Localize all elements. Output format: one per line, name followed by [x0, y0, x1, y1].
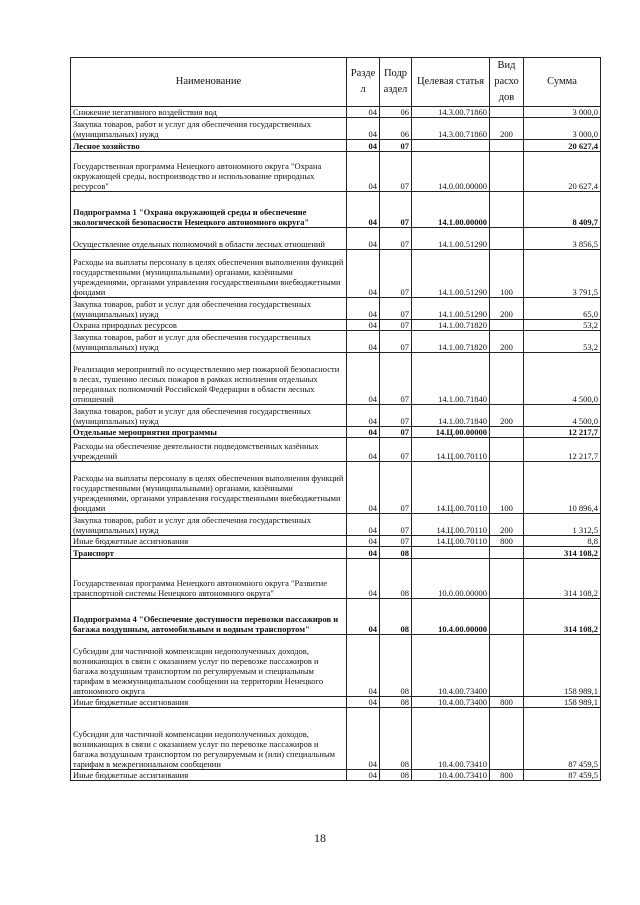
cell-type: [490, 228, 524, 250]
cell-target: [412, 547, 490, 559]
cell-subsection: 07: [380, 192, 412, 228]
table-row: [71, 152, 601, 192]
cell-type: [490, 107, 524, 118]
cell-target: 10.0.00.00000: [412, 559, 490, 599]
cell-type: [490, 708, 524, 770]
cell-type: [490, 438, 524, 462]
cell-name: Субсидии для частичной компенсации недополученных доходов, возникающих в связи с оказанием услуг по перевозке пассажиров и багажа воздушным транспортом по регулируемым и специальным тарифам в межмуниципальном сообщении на территории Ненецкого автономного округа: [71, 635, 347, 697]
cell-section: 04: [347, 140, 380, 152]
cell-sum: 20 627,4: [524, 140, 601, 152]
cell-section: 04: [347, 298, 380, 320]
table-row: [71, 427, 601, 438]
cell-section: 04: [347, 697, 380, 708]
cell-sum: 10 896,4: [524, 462, 601, 514]
cell-sum: 8,8: [524, 536, 601, 547]
cell-type: [490, 320, 524, 331]
table-row: [71, 331, 601, 353]
table-row: [71, 462, 601, 514]
cell-section: 04: [347, 250, 380, 298]
cell-type: [490, 140, 524, 152]
cell-sum: 4 500,0: [524, 405, 601, 427]
cell-subsection: 07: [380, 152, 412, 192]
cell-subsection: 07: [380, 353, 412, 405]
cell-sum: 158 989,1: [524, 635, 601, 697]
cell-name: Государственная программа Ненецкого автономного округа "Развитие транспортной системы Ненецкого автономного округа": [71, 559, 347, 599]
table-row: [71, 599, 601, 635]
cell-name: Снижение негативного воздействия вод: [71, 107, 347, 118]
cell-section: 04: [347, 405, 380, 427]
cell-target: 14.Ц.00.70110: [412, 536, 490, 547]
cell-subsection: 08: [380, 770, 412, 781]
cell-section: 04: [347, 438, 380, 462]
cell-section: 04: [347, 152, 380, 192]
cell-subsection: 07: [380, 427, 412, 438]
cell-type: 100: [490, 462, 524, 514]
cell-name: Лесное хозяйство: [71, 140, 347, 152]
cell-type: 100: [490, 250, 524, 298]
cell-target: 14.1.00.71820: [412, 320, 490, 331]
cell-target: 14.1.00.71820: [412, 331, 490, 353]
cell-sum: 12 217,7: [524, 427, 601, 438]
cell-type: [490, 559, 524, 599]
page-number: 18: [314, 831, 326, 845]
cell-subsection: 07: [380, 462, 412, 514]
cell-subsection: 07: [380, 320, 412, 331]
cell-name: Транспорт: [71, 547, 347, 559]
cell-target: 14.1.00.51290: [412, 250, 490, 298]
cell-section: 04: [347, 107, 380, 118]
cell-type: 200: [490, 514, 524, 536]
cell-type: 200: [490, 405, 524, 427]
cell-target: 10.4.00.73400: [412, 697, 490, 708]
table-row: [71, 118, 601, 140]
cell-target: 14.1.00.71840: [412, 405, 490, 427]
cell-section: 04: [347, 427, 380, 438]
cell-subsection: 08: [380, 708, 412, 770]
table-row: [71, 770, 601, 781]
table-row: [71, 438, 601, 462]
cell-type: [490, 599, 524, 635]
cell-name: Подпрограмма 4 "Обеспечение доступности перевозки пассажиров и багажа воздушным, автомобильным и водным транспортом": [71, 599, 347, 635]
table-row: [71, 536, 601, 547]
table-row: [71, 250, 601, 298]
cell-target: 10.4.00.73410: [412, 708, 490, 770]
cell-section: 04: [347, 462, 380, 514]
cell-type: [490, 547, 524, 559]
cell-type: 200: [490, 298, 524, 320]
cell-name: Подпрограмма 1 "Охрана окружающей среды и обеспечение экологической безопасности Ненецкого автономного округа": [71, 192, 347, 228]
cell-target: 14.1.00.00000: [412, 192, 490, 228]
cell-target: 14.Ц.00.70110: [412, 514, 490, 536]
cell-sum: 87 459,5: [524, 770, 601, 781]
header-subsection: Подр аздел: [380, 58, 412, 107]
cell-subsection: 07: [380, 536, 412, 547]
table-row: [71, 192, 601, 228]
cell-section: 04: [347, 118, 380, 140]
cell-section: 04: [347, 547, 380, 559]
table-row: [71, 353, 601, 405]
cell-subsection: 06: [380, 107, 412, 118]
cell-name: Расходы на обеспечение деятельности подведомственных казённых учреждений: [71, 438, 347, 462]
cell-subsection: 07: [380, 140, 412, 152]
cell-name: Расходы на выплаты персоналу в целях обеспечения выполнения функций государственными (муниципальными) органами, казёнными учреждениями, органами управления государственными внебюджетными фондами: [71, 250, 347, 298]
cell-subsection: 08: [380, 635, 412, 697]
cell-type: [490, 353, 524, 405]
table-row: [71, 107, 601, 118]
cell-section: 04: [347, 599, 380, 635]
table-row: [71, 405, 601, 427]
cell-name: Иные бюджетные ассигнования: [71, 770, 347, 781]
cell-sum: 53,2: [524, 320, 601, 331]
cell-sum: 3 000,0: [524, 107, 601, 118]
cell-sum: 1 312,5: [524, 514, 601, 536]
cell-sum: 4 500,0: [524, 353, 601, 405]
cell-name: Охрана природных ресурсов: [71, 320, 347, 331]
cell-target: 14.Ц.00.00000: [412, 427, 490, 438]
table-body: [71, 107, 601, 781]
table-row: [71, 697, 601, 708]
cell-section: 04: [347, 192, 380, 228]
cell-name: Реализация мероприятий по осуществлению мер пожарной безопасности в лесах, тушению лесных пожаров в рамках исполнения отдельных переданных полномочий Российской Федерации в области лесных отношений: [71, 353, 347, 405]
cell-name: Закупка товаров, работ и услуг для обеспечения государственных (муниципальных) нужд: [71, 405, 347, 427]
cell-target: 14.3.00.71860: [412, 107, 490, 118]
cell-name: Иные бюджетные ассигнования: [71, 536, 347, 547]
cell-subsection: 08: [380, 697, 412, 708]
table-row: [71, 320, 601, 331]
cell-sum: 65,0: [524, 298, 601, 320]
budget-table: [70, 57, 601, 781]
cell-subsection: 07: [380, 514, 412, 536]
table-row: [71, 140, 601, 152]
cell-name: Закупка товаров, работ и услуг для обеспечения государственных (муниципальных) нужд: [71, 118, 347, 140]
cell-subsection: 07: [380, 228, 412, 250]
header-section: Разде л: [347, 58, 380, 107]
cell-section: 04: [347, 331, 380, 353]
cell-subsection: 07: [380, 438, 412, 462]
table-row: [71, 298, 601, 320]
cell-name: Закупка товаров, работ и услуг для обеспечения государственных (муниципальных) нужд: [71, 514, 347, 536]
cell-sum: 314 108,2: [524, 547, 601, 559]
cell-type: [490, 635, 524, 697]
cell-sum: 314 108,2: [524, 599, 601, 635]
cell-target: 14.3.00.71860: [412, 118, 490, 140]
cell-sum: 12 217,7: [524, 438, 601, 462]
table-header-row: [71, 58, 601, 107]
cell-subsection: 08: [380, 559, 412, 599]
cell-target: 10.4.00.73400: [412, 635, 490, 697]
cell-target: 14.1.00.51290: [412, 228, 490, 250]
cell-target: 10.4.00.73410: [412, 770, 490, 781]
cell-section: 04: [347, 320, 380, 331]
cell-type: 800: [490, 536, 524, 547]
cell-target: 14.0.00.00000: [412, 152, 490, 192]
cell-name: Государственная программа Ненецкого автономного округа "Охрана окружающей среды, воспроизводство и использование природных ресурсов": [71, 152, 347, 192]
cell-section: 04: [347, 514, 380, 536]
table-row: [71, 559, 601, 599]
cell-section: 04: [347, 770, 380, 781]
cell-target: 14.Ц.00.70110: [412, 438, 490, 462]
table-row: [71, 635, 601, 697]
cell-type: 800: [490, 697, 524, 708]
table-row: [71, 547, 601, 559]
cell-sum: 3 000,0: [524, 118, 601, 140]
cell-subsection: 07: [380, 331, 412, 353]
cell-name: Субсидии для частичной компенсации недополученных доходов, возникающих в связи с оказанием услуг по перевозке пассажиров и багажа воздушным транспортом по регулируемым и (или) специальным тарифам в межрегиональном сообщении: [71, 708, 347, 770]
header-target: Целевая статья: [412, 58, 490, 107]
cell-target: 10.4.00.00000: [412, 599, 490, 635]
cell-name: Иные бюджетные ассигнования: [71, 697, 347, 708]
header-type: Вид расхо дов: [490, 58, 524, 107]
header-name: Наименование: [71, 58, 347, 107]
cell-section: 04: [347, 353, 380, 405]
cell-section: 04: [347, 559, 380, 599]
cell-subsection: 07: [380, 405, 412, 427]
cell-name: Расходы на выплаты персоналу в целях обеспечения выполнения функций государственными (муниципальными) органами, казёнными учреждениями, органами управления государственными внебюджетными фондами: [71, 462, 347, 514]
table-row: [71, 708, 601, 770]
cell-name: Закупка товаров, работ и услуг для обеспечения государственных (муниципальных) нужд: [71, 331, 347, 353]
cell-type: [490, 427, 524, 438]
cell-subsection: 06: [380, 118, 412, 140]
header-sum: Сумма: [524, 58, 601, 107]
cell-sum: 158 989,1: [524, 697, 601, 708]
cell-target: [412, 140, 490, 152]
cell-target: 14.1.00.71840: [412, 353, 490, 405]
table-row: [71, 228, 601, 250]
table-row: [71, 514, 601, 536]
cell-sum: 8 409,7: [524, 192, 601, 228]
cell-subsection: 07: [380, 250, 412, 298]
cell-sum: 53,2: [524, 331, 601, 353]
cell-sum: 87 459,5: [524, 708, 601, 770]
cell-type: 200: [490, 118, 524, 140]
cell-section: 04: [347, 708, 380, 770]
cell-section: 04: [347, 635, 380, 697]
cell-sum: 314 108,2: [524, 559, 601, 599]
cell-type: 200: [490, 331, 524, 353]
cell-subsection: 08: [380, 547, 412, 559]
cell-section: 04: [347, 228, 380, 250]
cell-type: [490, 192, 524, 228]
cell-sum: 3 791,5: [524, 250, 601, 298]
cell-name: Отдельные мероприятия программы: [71, 427, 347, 438]
cell-type: [490, 152, 524, 192]
cell-target: 14.Ц.00.70110: [412, 462, 490, 514]
cell-name: Закупка товаров, работ и услуг для обеспечения государственных (муниципальных) нужд: [71, 298, 347, 320]
cell-target: 14.1.00.51290: [412, 298, 490, 320]
cell-sum: 3 856,5: [524, 228, 601, 250]
cell-type: 800: [490, 770, 524, 781]
cell-section: 04: [347, 536, 380, 547]
cell-name: Осуществление отдельных полномочий в области лесных отношений: [71, 228, 347, 250]
cell-sum: 20 627,4: [524, 152, 601, 192]
cell-subsection: 07: [380, 298, 412, 320]
cell-subsection: 08: [380, 599, 412, 635]
